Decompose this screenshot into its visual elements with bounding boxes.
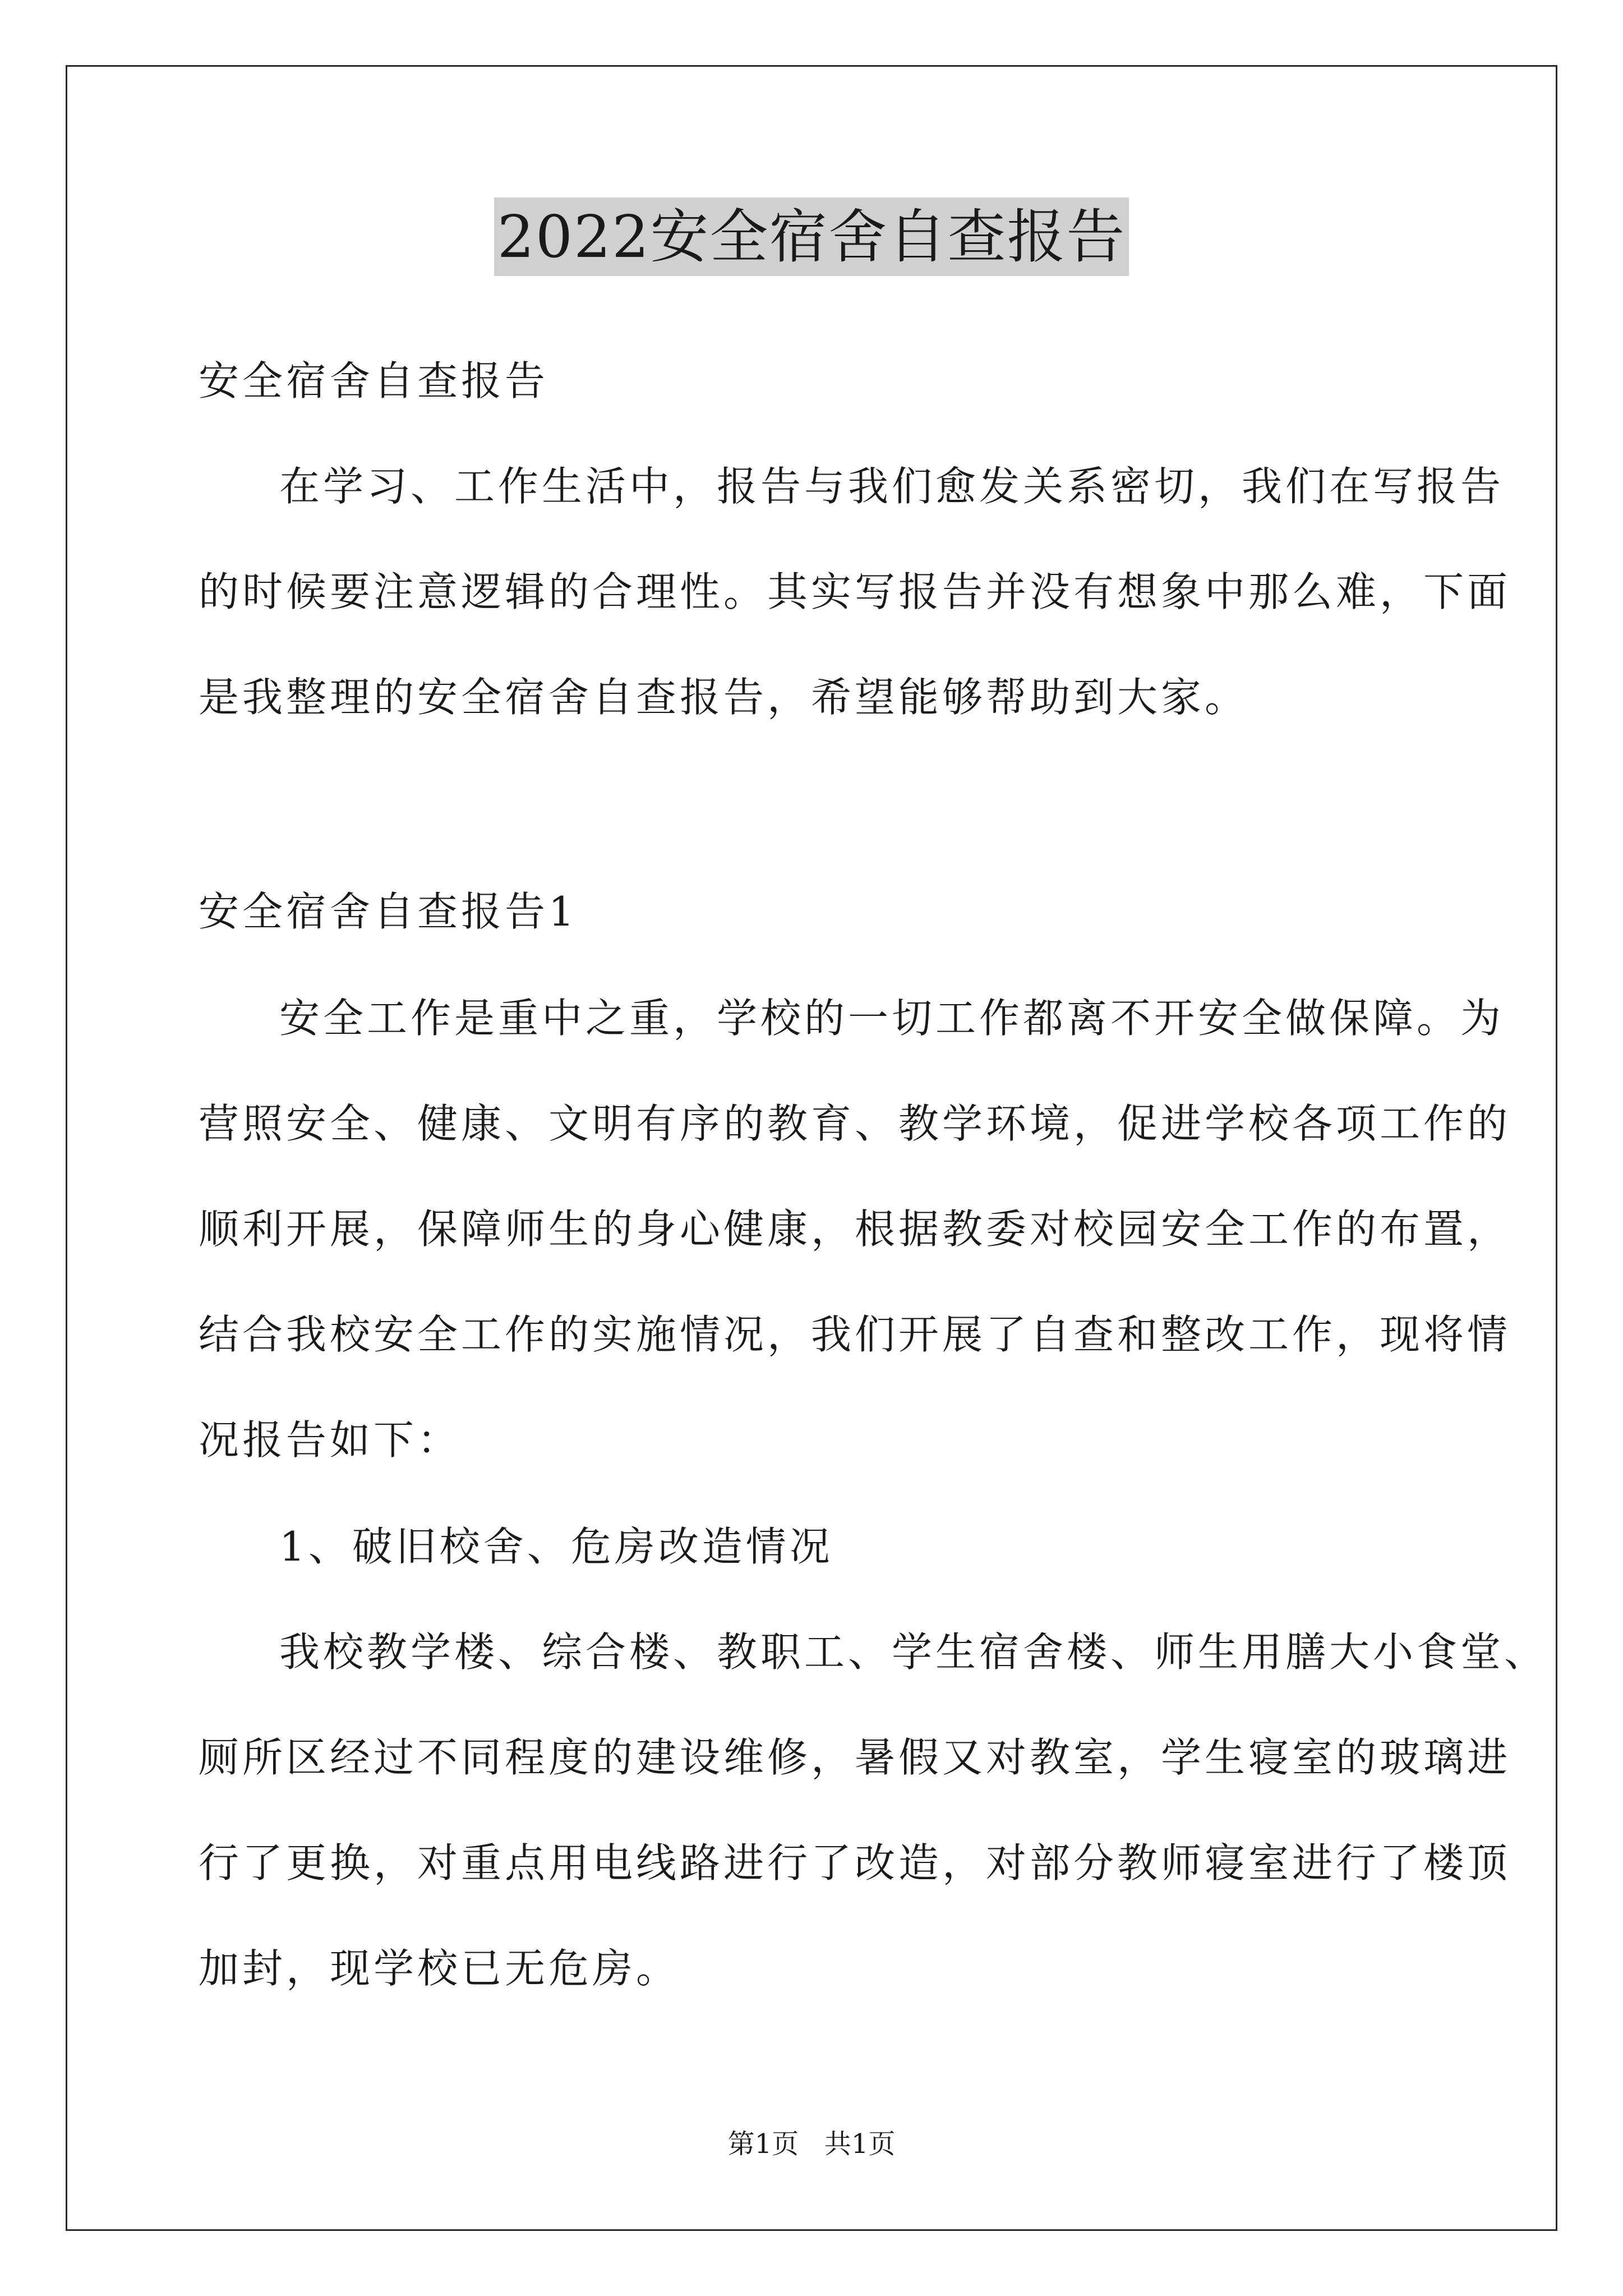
section-line: 结合我校安全工作的实施情况，我们开展了自查和整改工作，现将情	[199, 1311, 1511, 1358]
section-heading: 安全宿舍自查报告1	[199, 888, 578, 935]
item-line: 我校教学楼、综合楼、教职工、学生宿舍楼、师生用膳大小食堂、	[279, 1628, 1548, 1676]
title-container	[0, 197, 1623, 276]
document-title: 2022安全宿舍自查报告	[494, 197, 1129, 276]
intro-line: 在学习、工作生活中，报告与我们愈发关系密切，我们在写报告	[279, 463, 1505, 510]
item-line: 加封，现学校已无危房。	[199, 1945, 680, 1992]
page-number: 第1页 共1页	[727, 2128, 896, 2160]
item-line: 厕所区经过不同程度的建设维修，暑假又对教室，学生寝室的玻璃进	[199, 1734, 1511, 1781]
intro-line: 是我整理的安全宿舍自查报告，希望能够帮助到大家。	[199, 674, 1249, 721]
intro-line: 的时候要注意逻辑的合理性。其实写报告并没有想象中那么难，下面	[199, 568, 1511, 615]
document-subtitle: 安全宿舍自查报告	[199, 357, 549, 404]
section-line: 营照安全、健康、文明有序的教育、教学环境，促进学校各项工作的	[199, 1100, 1511, 1147]
section-line: 顺利开展，保障师生的身心健康，根据教委对校园安全工作的布置，	[199, 1205, 1511, 1253]
item-heading: 1、破旧校舍、危房改造情况	[279, 1523, 833, 1570]
page-footer	[0, 2127, 1623, 2161]
item-line: 行了更换，对重点用电线路进行了改造，对部分教师寝室进行了楼顶	[199, 1839, 1511, 1887]
section-line: 况报告如下：	[199, 1416, 462, 1464]
section-line: 安全工作是重中之重，学校的一切工作都离不开安全做保障。为	[279, 995, 1505, 1042]
